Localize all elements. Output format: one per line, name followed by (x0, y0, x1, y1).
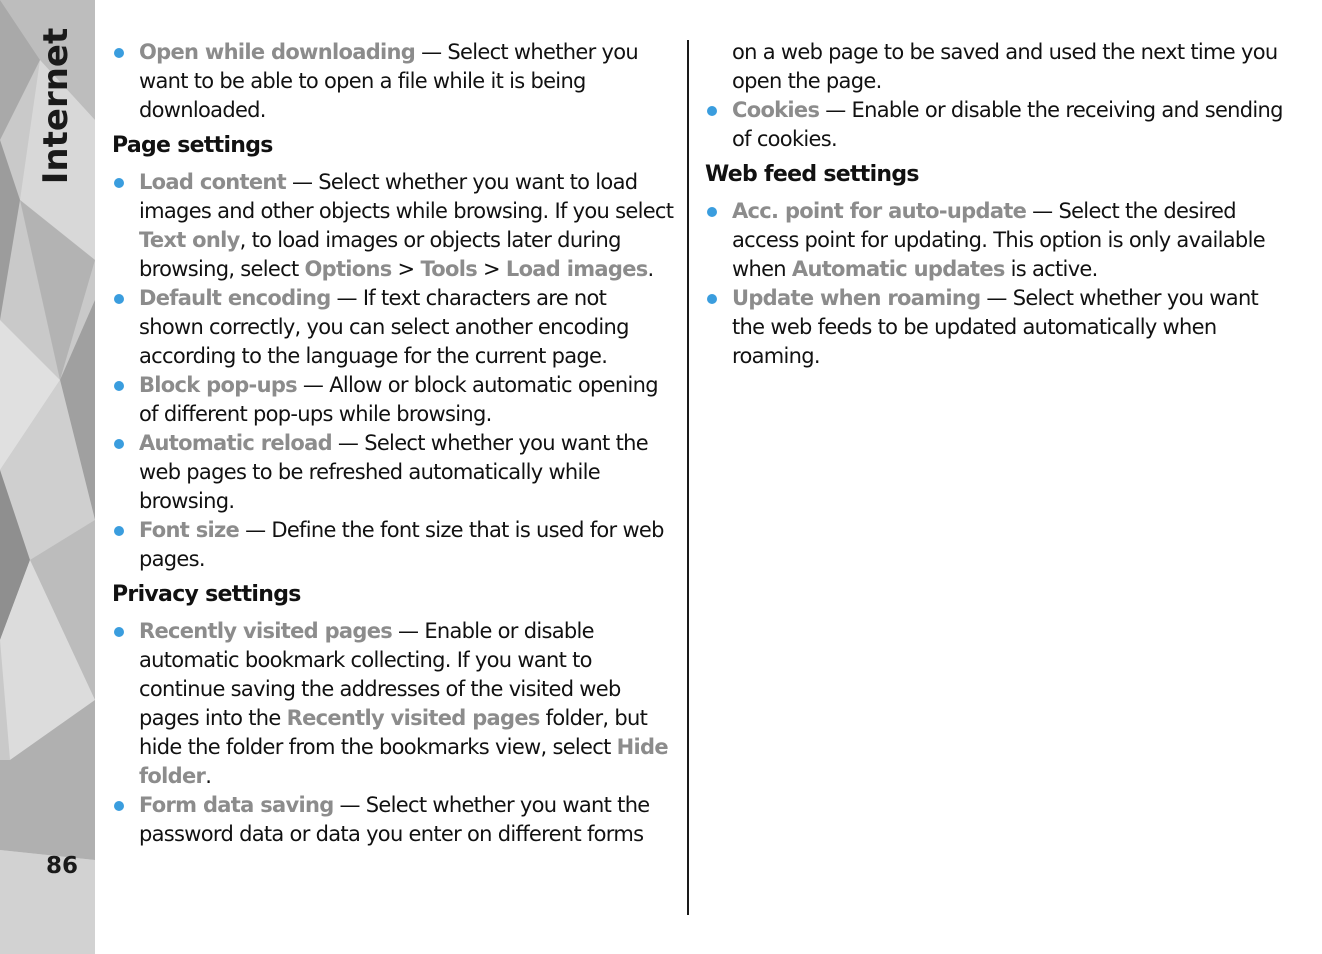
right-column (705, 38, 1285, 371)
description: — Select whether you want the web feeds to be updated automatically when roaming. (732, 286, 1259, 368)
bullet-icon (114, 294, 124, 304)
column-divider (687, 40, 689, 915)
term-automatic-updates: Automatic updates (791, 257, 1005, 281)
bullet-icon (707, 106, 717, 116)
description: — Enable or disable the receiving and sending of cookies. (732, 98, 1283, 151)
list-item-automatic-reload (112, 429, 674, 516)
term-hide-folder: Hide folder (139, 735, 668, 788)
bullet-icon (114, 381, 124, 391)
term: Open while downloading (139, 40, 416, 64)
menu-path-tools: Tools (420, 257, 478, 281)
list-item-block-popups (112, 371, 674, 429)
description: — Select whether you want the web pages to be refreshed automatically while browsing. (139, 431, 648, 513)
term: Update when roaming (732, 286, 981, 310)
list-item-open-while-downloading (112, 38, 674, 125)
list-item-cookies (705, 96, 1285, 154)
decorative-sidebar (0, 0, 95, 954)
left-column (112, 38, 674, 849)
list-item-font-size (112, 516, 674, 574)
description: — Allow or block automatic opening of different pop-ups while browsing. (139, 373, 658, 426)
description: — Select whether you want to load images and other objects while browsing. If you select (139, 170, 674, 223)
description: — Define the font size that is used for web pages. (139, 518, 664, 571)
list-item-access-point (705, 197, 1285, 284)
heading-web-feed-settings: Web feed settings (705, 162, 919, 187)
menu-path-options: Options (304, 257, 392, 281)
list-item-update-when-roaming (705, 284, 1285, 371)
term: Font size (139, 518, 240, 542)
term: Default encoding (139, 286, 331, 310)
term-recently-visited: Recently visited pages (286, 706, 540, 730)
list-item-load-content (112, 168, 674, 284)
description: — Select the desired access point for updating. This option is only available when (732, 199, 1265, 281)
list-item-recently-visited-pages (112, 617, 674, 791)
page-number: 86 (46, 853, 79, 879)
term: Recently visited pages (139, 619, 393, 643)
description: — If text characters are not shown correctly, you can select another encoding according to the language for the current page. (139, 286, 629, 368)
description: . (205, 764, 212, 788)
heading-privacy-settings: Privacy settings (112, 582, 301, 607)
term: Cookies (732, 98, 820, 122)
description: . (647, 257, 654, 281)
term-text-only: Text only (139, 228, 240, 252)
heading-page-settings: Page settings (112, 133, 273, 158)
bullet-icon (114, 48, 124, 58)
section-title: Internet (36, 27, 76, 185)
bullet-icon (707, 294, 717, 304)
bullet-icon (114, 526, 124, 536)
description: — Select whether you want the password data or data you enter on different forms (139, 793, 650, 846)
bullet-icon (114, 178, 124, 188)
menu-path-load-images: Load images (505, 257, 648, 281)
description: , to load images or objects later during browsing, select (139, 228, 621, 281)
description: — Select whether you want to be able to open a file while it is being downloaded. (139, 40, 638, 122)
bullet-icon (707, 207, 717, 217)
list-item-form-data-saving (112, 791, 674, 849)
bullet-icon (114, 801, 124, 811)
description: is active. (1004, 257, 1098, 281)
term: Load content (139, 170, 287, 194)
path-separator: > (477, 257, 506, 281)
bullet-icon (114, 439, 124, 449)
list-item-continuation (705, 38, 1285, 96)
term: Acc. point for auto-update (732, 199, 1027, 223)
term: Block pop-ups (139, 373, 297, 397)
list-item-default-encoding (112, 284, 674, 371)
description: folder, but hide the folder from the bookmarks view, select (139, 706, 648, 759)
description: on a web page to be saved and used the next time you open the page. (732, 40, 1278, 93)
bullet-icon (114, 627, 124, 637)
term: Automatic reload (139, 431, 332, 455)
description: — Enable or disable automatic bookmark collecting. If you want to continue saving the addresses of the visited web pages into the (139, 619, 621, 730)
path-separator: > (391, 257, 421, 281)
term: Form data saving (139, 793, 334, 817)
